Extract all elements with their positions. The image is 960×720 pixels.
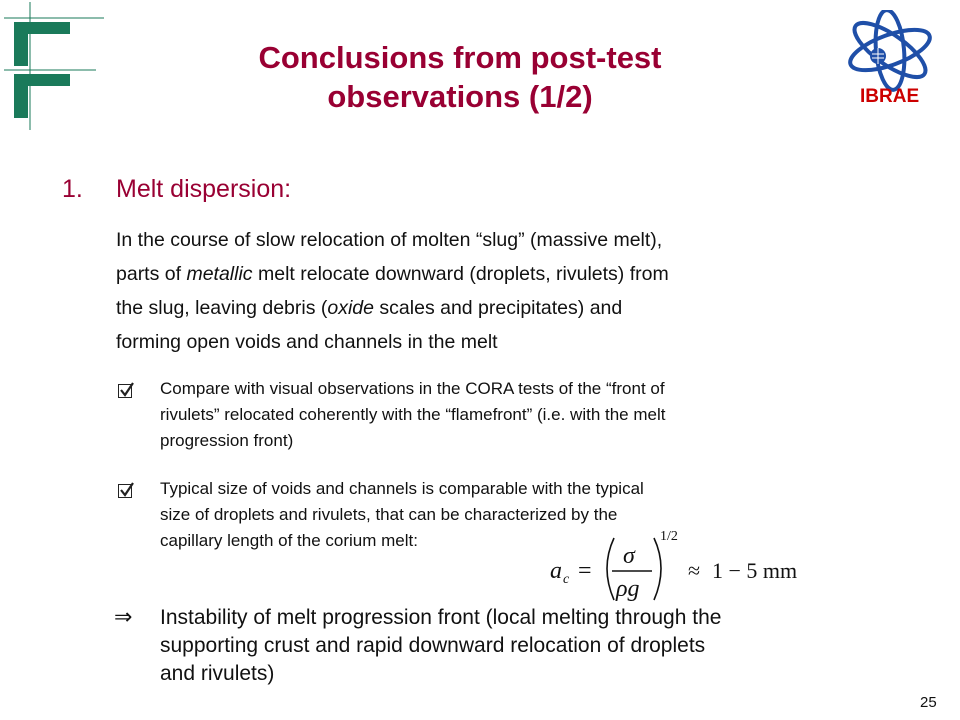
conclusion-line: Instability of melt progression front (local melting through the — [160, 606, 722, 629]
conclusion-line: and rivulets) — [160, 662, 275, 685]
bullet-line: Compare with visual observations in the CORA tests of the “front of — [160, 379, 665, 398]
bullet-line: rivulets” relocated coherently with the “flamefront” (i.e. with the melt — [160, 405, 666, 424]
formula-numerator: σ — [623, 543, 635, 569]
emphasis-text: oxide — [327, 297, 374, 319]
formula-lhs-subscript: c — [563, 572, 570, 587]
title-line-2: observations (1/2) — [327, 79, 593, 114]
bullet-item — [160, 376, 880, 454]
emphasis-text: metallic — [186, 263, 253, 285]
formula-exponent: 1/2 — [660, 529, 678, 544]
implies-arrow-icon: ⇒ — [114, 604, 133, 629]
section-heading-text: Melt dispersion: — [116, 175, 292, 203]
conclusion-line: supporting crust and rapid downward relocation of droplets — [160, 634, 706, 657]
conclusion-text — [160, 604, 900, 688]
section-body-line: forming open voids and channels in the melt — [116, 331, 498, 353]
bullet-line: Typical size of voids and channels is comparable with the typical — [160, 479, 644, 498]
capillary-length-formula — [548, 526, 808, 608]
ibrae-logo — [838, 10, 948, 110]
bullet-line: size of droplets and rivulets, that can be characterized by the — [160, 505, 618, 524]
formula-approx: ≈ — [688, 558, 701, 583]
section-body — [116, 223, 906, 359]
title-line-1: Conclusions from post-test — [258, 40, 662, 75]
checkbox-checked-icon — [118, 384, 132, 398]
bullet-line: capillary length of the corium melt: — [160, 531, 418, 550]
formula-rhs: 1 − 5 mm — [712, 558, 798, 583]
checkbox-checked-icon — [118, 484, 132, 498]
formula-lhs: a — [550, 558, 562, 584]
formula-equals: = — [578, 558, 592, 584]
section-body-line: the slug, leaving debris (oxide scales and precipitates) and — [116, 297, 623, 319]
logo-text: IBRAE — [860, 86, 920, 107]
slide-title — [160, 38, 760, 116]
corner-frame-decoration — [0, 0, 110, 140]
page-number: 25 — [920, 694, 937, 711]
section-body-line: parts of metallic melt relocate downward (droplets, rivulets) from — [116, 263, 669, 285]
section-body-line: In the course of slow relocation of molten “slug” (massive melt), — [116, 229, 663, 251]
section-heading — [62, 175, 291, 204]
formula-denominator: ρg — [616, 576, 640, 602]
section-number: 1. — [62, 175, 83, 203]
bullet-line: progression front) — [160, 431, 294, 450]
